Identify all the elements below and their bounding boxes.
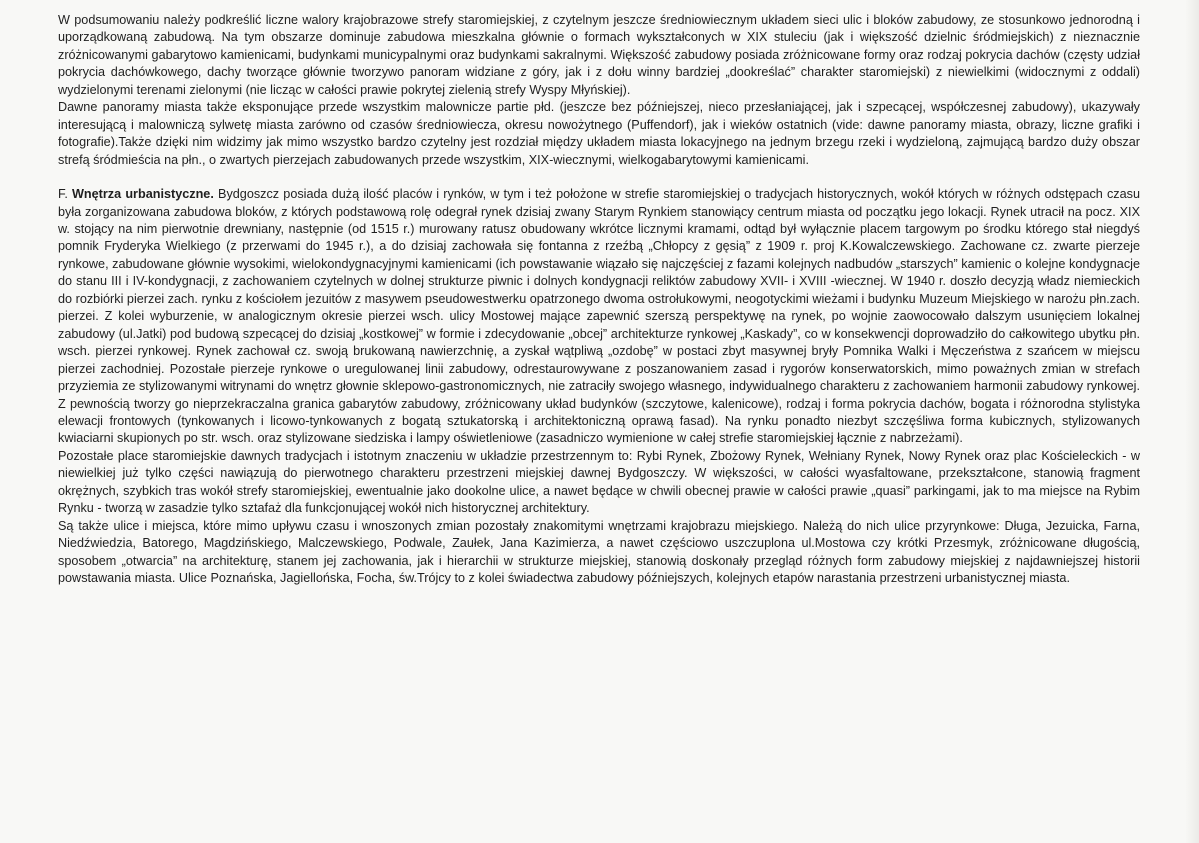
section-prefix: F.	[58, 187, 72, 202]
paragraph-streets: Są także ulice i miejsca, które mimo upływu czasu i wnoszonych zmian pozostały znakomitymi wnętrzami krajobrazu miejskiego. Należą do nich ulice przyrynkowe: Długa, Jezuicka, Farna, Niedźwiedzia, Batorego, Magdzińskiego, Malczewskiego, Podwale, Zaułek, Jana Kazimierza, a nawet częściowo uszczuplona ul.Mostowa czy krótki Przesmyk, zróżnicowane długością, sposobem „otwarcia” na architekturę, stanem jej zachowania, jak i hierarchii w strukturze miejskiej, stanowią doskonały przegląd różnych form zabudowy miejskiej z najdawniejszej historii powstawania miasta. Ulice Poznańska, Jagiellońska, Focha, św.Trójcy to z kolei świadectwa zabudowy późniejszych, kolejnych etapów narastania przestrzeni urbanistycznej miasta.	[58, 518, 1140, 586]
document-body	[58, 12, 1140, 588]
paragraph-summary: W podsumowaniu należy podkreślić liczne walory krajobrazowe strefy staromiejskiej, z czytelnym jeszcze średniowiecznym układem sieci ulic i bloków zabudowy, ze stosunkowo jednorodną i uporządkowaną zabudową. Na tym obszarze dominuje zabudowa mieszkalna głównie o formach wykształconych w XIX stuleciu (jak i większość dzielnic śródmiejskich) z nieznacznie zróżnicowanymi gabarytowo kamienicami, budynkami municypalnymi oraz budynkami sakralnymi. Większość zabudowy posiada zróżnicowane formy oraz rodzaj pokrycia dachów (częsty udział pokrycia dachówkowego, dachy tworzące głównie tworzywo panoram widziane z góry, jak i z dołu winny bardziej „dookreślać” charakter staromiejski) z niewielkimi (widocznymi z oddali) wydzielonymi terenami zielonymi (nie licząc w całości prawie pokrytej zielenią strefy Wyspy Młyńskiej).	[58, 13, 1140, 97]
paragraph-urban-interiors	[58, 186, 1140, 448]
section-heading: Wnętrza urbanistyczne.	[72, 187, 214, 202]
scan-edge-shadow	[1185, 0, 1199, 843]
paragraph-other-squares: Pozostałe place staromiejskie dawnych tradycjach i istotnym znaczeniu w układzie przestrzennym to: Rybi Rynek, Zbożowy Rynek, Wełniany Rynek, Nowy Rynek oraz plac Kościeleckich - w niewielkiej już tylko części nawiązują do pierwotnego charakteru przestrzeni miejskiej dawnej Bydgoszczy. W większości, w całości wyasfaltowane, przekształcone, stanowią fragment okrężnych, szybkich tras wokół strefy staromiejskiej, ewentualnie jako dookolne ulice, a nawet będące w chwili obecnej prawie w całości prawie „quasi” parkingami, jak to ma miejsce na Rybim Rynku - tworzą w zasadzie tylko sztafaż dla funkcjonującej wokół nich historycznej architektury.	[58, 448, 1140, 516]
paragraph-panoramas: Dawne panoramy miasta także eksponujące przede wszystkim malownicze partie płd. (jeszcze bez późniejszej, nieco przesłaniającej, jak i szpecącej, współczesnej zabudowy), ukazywały interesującą i malowniczą sylwetę miasta zarówno od czasów średniowiecza, okresu nowożytnego (Puffendorf), jak i wieków ostatnich (vide: dawne panoramy miasta, obrazy, liczne grafiki i fotografie).Także dzięki nim widzimy jak mimo wszystko bardzo czytelny jest rozdział między układem miasta lokacyjnego na jednym brzegu rzeki i wydzieloną, zajmującą bardzo duży obszar strefą śródmieścia na płn., o zwartych pierzejach zabudowanych przede wszystkim, XIX-wiecznymi, wielkogabarytowymi kamienicami.	[58, 100, 1140, 167]
section-gap	[58, 169, 1140, 186]
section-body-text: Bydgoszcz posiada dużą ilość placów i rynków, w tym i też położone w strefie staromiejskiej o tradycjach historycznych, wokół których w różnych odstępach czasu była zorganizowana zabudowa bloków, z których podstawową rolę odegrał rynek dzisiaj zwany Starym Rynkiem stanowiący centrum miasta od początku jego lokacji. Rynek utracił na pocz. XIX w. stojący na nim pierwotnie drewniany, następnie (od 1515 r.) murowany ratusz obudowany wkrótce licznymi kramami, odtąd był wyłącznie placem targowym po środku którego stał niegdyś pomnik Fryderyka Wielkiego (z przerwami do 1945 r.), a do dzisiaj zachowała się fontanna z rzeźbą „Chłopcy z gęsią” z 1909 r. proj K.Kowalczewskiego. Zachowane cz. zwarte pierzeje rynkowe, zabudowane głównie wysokimi, wielokondygnacyjnymi kamienicami (ich powstawanie wiązało się najczęściej z fazami kolejnych nadbudów „starszych” kamienic o kolejne kondygnacje do stanu III i IV-kondygnacji, z zachowaniem czytelnych w dolnej strukturze piwnic i dolnych kondygnacji reliktów zabudowy XVII- i XVIII -wiecznej. W 1940 r. doszło decyzją władz niemieckich do rozbiórki pierzei zach. rynku z kościołem jezuitów z masywem pseudowestwerku opatrzonego dwoma ostrołukowymi, neogotyckimi wieżami i budynku Muzeum Miejskiego w narożu płn.zach. pierzei. Z kolei wyburzenie, w analogicznym okresie pierzei wsch. ulicy Mostowej mające zapewnić szerszą perspektywę na rynek, po wojnie zaowocowało dalszym usunięciem lokalnej zabudowy (ul.Jatki) pod budową szpecącej do dzisiaj „kostkowej” w formie i zdecydowanie „obcej” architekturze rynkowej „Kaskady”, co w konsekwencji doprowadziło do całkowitego ubytku płn. wsch. pierzei rynkowej. Rynek zachował cz. swoją brukowaną nawierzchnię, a zyskał wątpliwą „ozdobę” w postaci zbyt masywnej bryły Pomnika Walki i Męczeństwa z szańcem w miejscu pierzei zachodniej. Pozostałe pierzeje rynkowe o uregulowanej linii zabudowy, odrestaurowywane z poszanowaniem zasad i rygorów konserwatorskich, mimo poważnych zmian w strefach przyziemia ze stylizowanymi witrynami do wnętrz głownie sklepowo-gastronomicznych, nie zatraciły swojego własnego, indywidualnego charakteru z zachowaniem harmonii zabudowy rynkowej. Z pewnością tworzy go nieprzekraczalna granica gabarytów zabudowy, zróżnicowany układ budynków (szczytowe, kalenicowe), rodzaj i forma pokrycia dachów, bogata i różnorodna stylistyka elewacji frontowych (tynkowanych i licowo-tynkowanych z bogatą sztukatorską i architektoniczną oprawą fasad). Na rynku ponadto niezbyt szczęśliwa forma kubicznych, stylizowanych kwiaciarni skupionych po str. wsch. oraz stylizowane siedziska i lampy oświetleniowe (zasadniczo wymienione w całej strefie staromiejskiej łącznie z nabrzeżami).	[58, 187, 1141, 446]
